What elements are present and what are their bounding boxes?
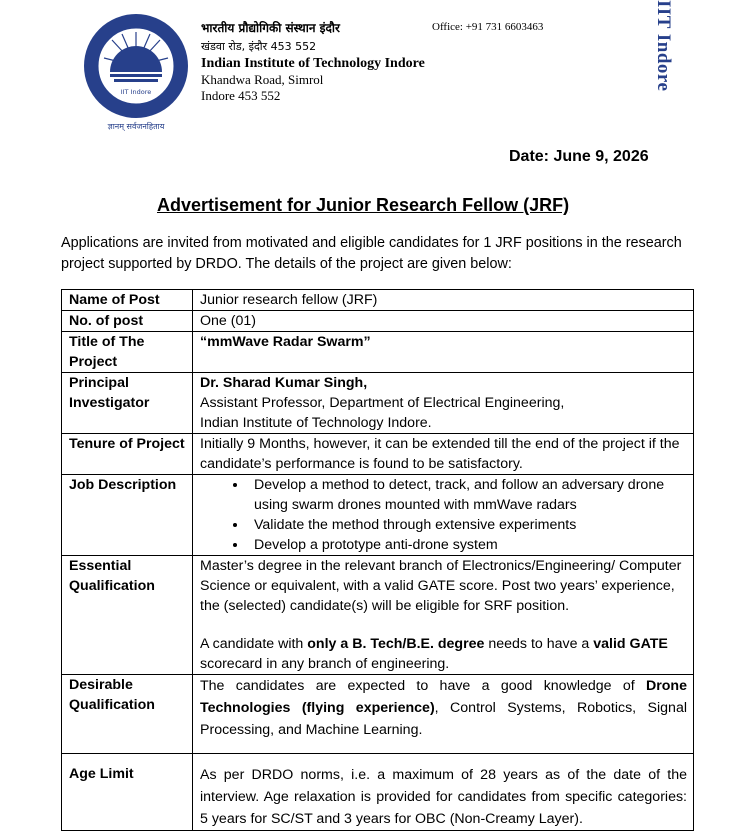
text-run-bold: valid GATE (593, 636, 668, 652)
intro-paragraph: Applications are invited from motivated and eligible candidates for 1 JRF positions in the research project supported by DRDO. The details of the project are given below: (61, 235, 682, 272)
table-row (62, 290, 694, 311)
pi-institute: Indian Institute of Technology Indore. (200, 415, 432, 431)
row-value (193, 675, 694, 754)
row-label: Title of The Project (62, 332, 193, 373)
text-run: , Control Systems, Robotics, Signal Processing, and Machine Learning. (200, 700, 687, 738)
address-line-2: Indore 453 552 (201, 88, 281, 103)
row-label: Age Limit (62, 754, 193, 831)
row-value: As per DRDO norms, i.e. a maximum of 28 years as of the date of the interview. Age relaxation is provided for candidates from specific categories: 5 years for SC/ST and 3 years for OBC (Non-Creamy Layer). (193, 754, 694, 831)
row-value (193, 475, 694, 556)
document-date: Date: June 9, 2026 (509, 148, 649, 165)
table-row (62, 675, 694, 754)
page-title: Advertisement for Junior Research Fellow (JRF) (157, 195, 570, 215)
pi-designation: Assistant Professor, Department of Electrical Engineering, (200, 395, 565, 411)
row-value: Junior research fellow (JRF) (193, 290, 694, 311)
logo-motto: ज्ञानम् सर्वजनहिताय (107, 122, 165, 131)
text-run: The candidates are expected to have a good knowledge of (200, 678, 646, 694)
address-line-1: Khandwa Road, Simrol (201, 72, 324, 87)
institute-hindi-name: भारतीय प्रौद्योगिकी संस्थान इंदौर (201, 21, 340, 35)
row-value: One (01) (193, 311, 694, 332)
table-row (62, 475, 694, 556)
details-table (61, 289, 694, 831)
row-label: Job Description (62, 475, 193, 556)
row-value: “mmWave Radar Swarm” (193, 332, 694, 373)
table-row (62, 556, 694, 675)
table-row (62, 754, 694, 831)
table-row (62, 332, 694, 373)
row-value (193, 373, 694, 434)
text-run: A candidate with (200, 636, 308, 652)
row-label: Name of Post (62, 290, 193, 311)
table-row (62, 373, 694, 434)
logo-inner-text: IIT Indore (120, 88, 152, 96)
row-value (193, 556, 694, 675)
list-item: • Develop a prototype anti-drone system (248, 535, 687, 555)
table-row (62, 311, 694, 332)
row-label: Desirable Qualification (62, 675, 193, 754)
list-item: • Validate the method through extensive experiments (248, 515, 687, 535)
text-run: scorecard in any branch of engineering. (200, 656, 450, 672)
essential-para-1: Master’s degree in the relevant branch of Electronics/Engineering/ Computer Science or equivalent, with a valid GATE score. Post two years’ experience, the (selected) candidate(s) will be eligible for SRF position. (200, 558, 682, 614)
text-run-bold: only a B. Tech/B.E. degree (307, 636, 485, 652)
row-label: No. of post (62, 311, 193, 332)
essential-para-2 (200, 634, 687, 674)
office-phone: Office: +91 731 6603463 (432, 21, 544, 33)
list-item: • Develop a method to detect, track, and follow an adversary drone using swarm drones mounted with mmWave radars (248, 475, 687, 515)
institute-hindi-address: खंडवा रोड, इंदौर 453 552 (201, 40, 317, 53)
table-row (62, 434, 694, 475)
job-description-list (200, 475, 687, 555)
row-label: Essential Qualification (62, 556, 193, 675)
institute-name: Indian Institute of Technology Indore (201, 56, 425, 71)
row-label: Tenure of Project (62, 434, 193, 475)
text-run: needs to have a (484, 636, 594, 652)
iit-indore-emblem-icon (80, 10, 192, 134)
text-run-bold: Drone Technologies (flying experience) (200, 678, 687, 716)
pi-name: Dr. Sharad Kumar Singh, (200, 375, 368, 391)
row-value: Initially 9 Months, however, it can be extended till the end of the project if the candidate’s performance is found to be satisfactory. (193, 434, 694, 475)
row-label: Principal Investigator (62, 373, 193, 434)
side-brand-text: IIT Indore (653, 0, 674, 92)
